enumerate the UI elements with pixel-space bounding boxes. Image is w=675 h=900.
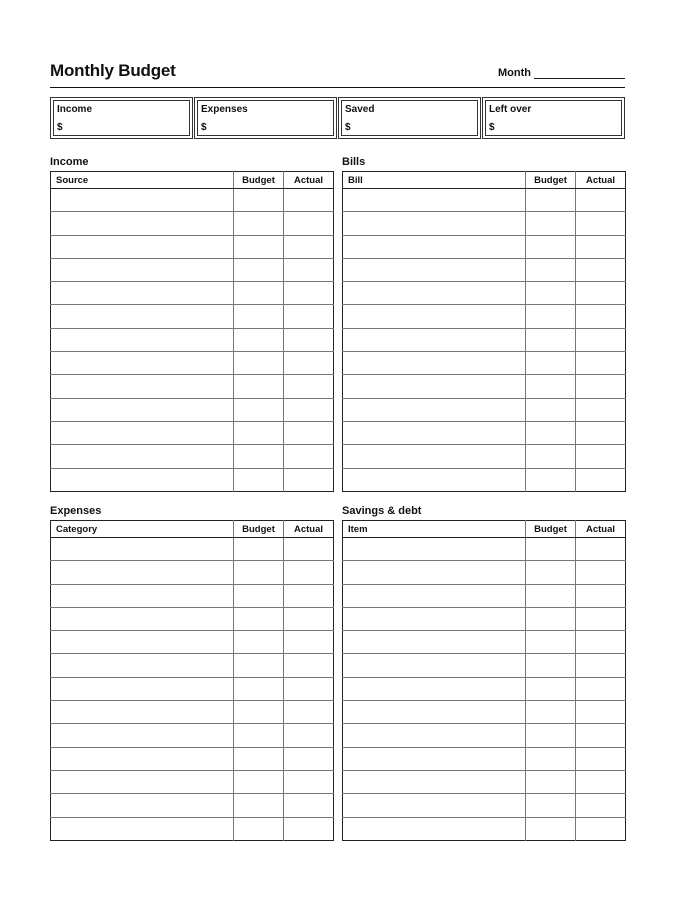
table-cell[interactable] bbox=[284, 328, 334, 351]
table-cell[interactable] bbox=[284, 421, 334, 444]
table-row bbox=[51, 561, 334, 584]
table-row bbox=[343, 421, 626, 444]
table-row bbox=[343, 189, 626, 212]
table-cell[interactable] bbox=[234, 305, 284, 328]
table-row bbox=[51, 724, 334, 747]
table-cell[interactable] bbox=[576, 235, 626, 258]
table-cell[interactable] bbox=[234, 328, 284, 351]
table-cell[interactable] bbox=[51, 561, 234, 584]
table-cell[interactable] bbox=[234, 235, 284, 258]
table-cell[interactable] bbox=[576, 212, 626, 235]
table-cell[interactable] bbox=[51, 212, 234, 235]
table-cell[interactable] bbox=[343, 538, 526, 561]
table-cell[interactable] bbox=[234, 375, 284, 398]
table-cell[interactable] bbox=[526, 375, 576, 398]
table-cell[interactable] bbox=[284, 747, 334, 770]
column-header: Budget bbox=[234, 172, 284, 189]
table-cell[interactable] bbox=[526, 398, 576, 421]
table-cell[interactable] bbox=[526, 701, 576, 724]
column-header: Actual bbox=[284, 521, 334, 538]
table-cell[interactable] bbox=[51, 677, 234, 700]
table-cell[interactable] bbox=[343, 607, 526, 630]
table-cell[interactable] bbox=[284, 631, 334, 654]
table-cell[interactable] bbox=[343, 654, 526, 677]
table-cell[interactable] bbox=[343, 235, 526, 258]
table-row bbox=[51, 189, 334, 212]
table-cell[interactable] bbox=[284, 282, 334, 305]
table-row bbox=[51, 794, 334, 817]
table-cell[interactable] bbox=[526, 305, 576, 328]
table-cell[interactable] bbox=[284, 770, 334, 793]
table-row bbox=[51, 282, 334, 305]
table-cell[interactable] bbox=[526, 468, 576, 491]
table-cell[interactable] bbox=[576, 817, 626, 840]
table-row bbox=[343, 328, 626, 351]
table-cell[interactable] bbox=[51, 770, 234, 793]
table-cell[interactable] bbox=[284, 724, 334, 747]
table-cell[interactable] bbox=[576, 561, 626, 584]
table-cell[interactable] bbox=[51, 305, 234, 328]
table-row bbox=[343, 352, 626, 375]
page-title: Monthly Budget bbox=[50, 61, 176, 80]
summary-label: Income bbox=[57, 104, 93, 115]
table-cell[interactable] bbox=[234, 445, 284, 468]
table-cell[interactable] bbox=[576, 398, 626, 421]
table-cell[interactable] bbox=[576, 421, 626, 444]
table-cell[interactable] bbox=[51, 328, 234, 351]
table-cell[interactable] bbox=[576, 352, 626, 375]
table-row bbox=[51, 235, 334, 258]
table-row bbox=[51, 352, 334, 375]
table-cell[interactable] bbox=[343, 561, 526, 584]
table-cell[interactable] bbox=[526, 445, 576, 468]
table-cell[interactable] bbox=[234, 189, 284, 212]
table-cell[interactable] bbox=[284, 794, 334, 817]
table-row bbox=[51, 677, 334, 700]
table-cell[interactable] bbox=[51, 235, 234, 258]
table-cell[interactable] bbox=[284, 398, 334, 421]
table-cell[interactable] bbox=[284, 375, 334, 398]
table-cell[interactable] bbox=[51, 701, 234, 724]
table-cell[interactable] bbox=[343, 817, 526, 840]
table-cell[interactable] bbox=[284, 817, 334, 840]
table-cell[interactable] bbox=[234, 654, 284, 677]
summary-box-income[interactable] bbox=[50, 97, 193, 139]
table-cell[interactable] bbox=[576, 468, 626, 491]
table-row bbox=[51, 747, 334, 770]
table-row bbox=[343, 398, 626, 421]
table-row bbox=[51, 328, 334, 351]
column-header: Budget bbox=[234, 521, 284, 538]
table-row bbox=[343, 538, 626, 561]
table-cell[interactable] bbox=[234, 561, 284, 584]
table-cell[interactable] bbox=[51, 538, 234, 561]
table-cell[interactable] bbox=[576, 282, 626, 305]
table-row bbox=[343, 235, 626, 258]
table-row bbox=[343, 375, 626, 398]
table-cell[interactable] bbox=[234, 398, 284, 421]
table-cell[interactable] bbox=[51, 584, 234, 607]
table-cell[interactable] bbox=[343, 445, 526, 468]
table-cell[interactable] bbox=[51, 607, 234, 630]
table-cell[interactable] bbox=[234, 677, 284, 700]
table-cell[interactable] bbox=[526, 677, 576, 700]
table-row bbox=[51, 584, 334, 607]
table-cell[interactable] bbox=[234, 538, 284, 561]
summary-currency: $ bbox=[57, 122, 63, 133]
table-cell[interactable] bbox=[234, 794, 284, 817]
table-row bbox=[51, 375, 334, 398]
table-cell[interactable] bbox=[234, 817, 284, 840]
table-cell[interactable] bbox=[51, 282, 234, 305]
table-row bbox=[343, 747, 626, 770]
expenses-table bbox=[50, 520, 334, 841]
savings-table bbox=[342, 520, 626, 841]
table-cell[interactable] bbox=[526, 212, 576, 235]
table-cell[interactable] bbox=[576, 538, 626, 561]
header-divider bbox=[50, 87, 625, 88]
table-cell[interactable] bbox=[284, 607, 334, 630]
table-row bbox=[343, 817, 626, 840]
table-cell[interactable] bbox=[284, 584, 334, 607]
table-cell[interactable] bbox=[284, 468, 334, 491]
column-header: Actual bbox=[576, 521, 626, 538]
table-row bbox=[51, 421, 334, 444]
table-cell[interactable] bbox=[343, 258, 526, 281]
table-cell[interactable] bbox=[526, 561, 576, 584]
table-cell[interactable] bbox=[234, 468, 284, 491]
table-cell[interactable] bbox=[284, 352, 334, 375]
table-cell[interactable] bbox=[343, 352, 526, 375]
table-row bbox=[51, 817, 334, 840]
table-cell[interactable] bbox=[343, 282, 526, 305]
table-cell[interactable] bbox=[51, 398, 234, 421]
table-row bbox=[51, 468, 334, 491]
table-cell[interactable] bbox=[51, 421, 234, 444]
table-cell[interactable] bbox=[526, 654, 576, 677]
table-cell[interactable] bbox=[576, 607, 626, 630]
table-row bbox=[343, 212, 626, 235]
table-row bbox=[51, 607, 334, 630]
table-header-row bbox=[51, 172, 334, 189]
table-cell[interactable] bbox=[526, 607, 576, 630]
table-cell[interactable] bbox=[343, 724, 526, 747]
table-row bbox=[343, 305, 626, 328]
table-row bbox=[51, 258, 334, 281]
table-cell[interactable] bbox=[234, 724, 284, 747]
table-cell[interactable] bbox=[234, 701, 284, 724]
table-row bbox=[51, 445, 334, 468]
table-cell[interactable] bbox=[51, 258, 234, 281]
table-row bbox=[51, 538, 334, 561]
table-cell[interactable] bbox=[526, 538, 576, 561]
table-cell[interactable] bbox=[51, 631, 234, 654]
table-cell[interactable] bbox=[343, 677, 526, 700]
table-cell[interactable] bbox=[234, 607, 284, 630]
table-row bbox=[51, 701, 334, 724]
section-title-income: Income bbox=[50, 156, 89, 168]
table-cell[interactable] bbox=[284, 701, 334, 724]
table-cell[interactable] bbox=[51, 445, 234, 468]
table-header-row bbox=[343, 172, 626, 189]
table-cell[interactable] bbox=[576, 375, 626, 398]
table-cell[interactable] bbox=[51, 375, 234, 398]
table-cell[interactable] bbox=[526, 631, 576, 654]
table-cell[interactable] bbox=[526, 258, 576, 281]
table-cell[interactable] bbox=[576, 445, 626, 468]
table-cell[interactable] bbox=[343, 375, 526, 398]
column-header: Actual bbox=[284, 172, 334, 189]
table-row bbox=[343, 607, 626, 630]
table-cell[interactable] bbox=[526, 794, 576, 817]
summary-currency: $ bbox=[345, 122, 351, 133]
table-cell[interactable] bbox=[576, 258, 626, 281]
column-header: Bill bbox=[343, 172, 526, 189]
table-cell[interactable] bbox=[234, 770, 284, 793]
column-header: Actual bbox=[576, 172, 626, 189]
table-row bbox=[51, 654, 334, 677]
table-row bbox=[343, 445, 626, 468]
summary-currency: $ bbox=[201, 122, 207, 133]
table-cell[interactable] bbox=[576, 305, 626, 328]
table-cell[interactable] bbox=[343, 770, 526, 793]
table-cell[interactable] bbox=[284, 212, 334, 235]
table-cell[interactable] bbox=[234, 352, 284, 375]
table-cell[interactable] bbox=[526, 724, 576, 747]
table-cell[interactable] bbox=[51, 794, 234, 817]
column-header: Source bbox=[51, 172, 234, 189]
month-label: Month bbox=[498, 67, 531, 79]
table-cell[interactable] bbox=[343, 468, 526, 491]
table-cell[interactable] bbox=[343, 747, 526, 770]
column-header: Budget bbox=[526, 172, 576, 189]
table-cell[interactable] bbox=[51, 352, 234, 375]
table-cell[interactable] bbox=[284, 235, 334, 258]
column-header: Item bbox=[343, 521, 526, 538]
table-cell[interactable] bbox=[343, 701, 526, 724]
table-row bbox=[343, 654, 626, 677]
table-cell[interactable] bbox=[234, 584, 284, 607]
table-cell[interactable] bbox=[284, 189, 334, 212]
summary-box-left-over[interactable] bbox=[482, 97, 625, 139]
bills-table bbox=[342, 171, 626, 492]
table-cell[interactable] bbox=[51, 724, 234, 747]
table-header-row bbox=[51, 521, 334, 538]
table-row bbox=[343, 631, 626, 654]
table-cell[interactable] bbox=[51, 468, 234, 491]
table-row bbox=[343, 258, 626, 281]
table-row bbox=[51, 631, 334, 654]
table-cell[interactable] bbox=[284, 677, 334, 700]
table-row bbox=[343, 794, 626, 817]
table-cell[interactable] bbox=[284, 258, 334, 281]
table-cell[interactable] bbox=[576, 584, 626, 607]
table-cell[interactable] bbox=[576, 794, 626, 817]
table-cell[interactable] bbox=[576, 677, 626, 700]
table-cell[interactable] bbox=[284, 561, 334, 584]
table-cell[interactable] bbox=[343, 328, 526, 351]
table-cell[interactable] bbox=[343, 794, 526, 817]
table-cell[interactable] bbox=[51, 747, 234, 770]
table-cell[interactable] bbox=[343, 212, 526, 235]
table-cell[interactable] bbox=[343, 189, 526, 212]
table-row bbox=[51, 305, 334, 328]
table-row bbox=[343, 468, 626, 491]
table-cell[interactable] bbox=[284, 445, 334, 468]
table-cell[interactable] bbox=[526, 770, 576, 793]
table-cell[interactable] bbox=[284, 654, 334, 677]
table-cell[interactable] bbox=[526, 282, 576, 305]
table-cell[interactable] bbox=[234, 282, 284, 305]
summary-label: Left over bbox=[489, 104, 532, 115]
table-cell[interactable] bbox=[343, 398, 526, 421]
table-row bbox=[343, 561, 626, 584]
table-cell[interactable] bbox=[526, 328, 576, 351]
summary-currency: $ bbox=[489, 122, 495, 133]
summary-label: Expenses bbox=[201, 104, 248, 115]
summary-box-expenses[interactable] bbox=[194, 97, 337, 139]
table-row bbox=[343, 584, 626, 607]
table-cell[interactable] bbox=[576, 701, 626, 724]
table-cell[interactable] bbox=[234, 258, 284, 281]
table-cell[interactable] bbox=[234, 212, 284, 235]
table-cell[interactable] bbox=[234, 747, 284, 770]
table-cell[interactable] bbox=[526, 817, 576, 840]
table-cell[interactable] bbox=[576, 328, 626, 351]
table-cell[interactable] bbox=[343, 421, 526, 444]
table-cell[interactable] bbox=[51, 189, 234, 212]
section-title-bills: Bills bbox=[342, 156, 366, 168]
section-title-savings: Savings & debt bbox=[342, 505, 422, 517]
table-cell[interactable] bbox=[526, 421, 576, 444]
table-row bbox=[343, 677, 626, 700]
summary-label: Saved bbox=[345, 104, 375, 115]
income-table bbox=[50, 171, 334, 492]
table-cell[interactable] bbox=[526, 189, 576, 212]
table-cell[interactable] bbox=[284, 538, 334, 561]
table-cell[interactable] bbox=[576, 654, 626, 677]
table-row bbox=[51, 770, 334, 793]
table-row bbox=[343, 282, 626, 305]
column-header: Category bbox=[51, 521, 234, 538]
table-cell[interactable] bbox=[576, 631, 626, 654]
month-input-line[interactable] bbox=[534, 78, 625, 79]
table-cell[interactable] bbox=[234, 631, 284, 654]
summary-box-saved[interactable] bbox=[338, 97, 481, 139]
table-cell[interactable] bbox=[576, 724, 626, 747]
table-row bbox=[343, 701, 626, 724]
section-title-expenses: Expenses bbox=[50, 505, 102, 517]
table-row bbox=[343, 724, 626, 747]
column-header: Budget bbox=[526, 521, 576, 538]
table-cell[interactable] bbox=[576, 747, 626, 770]
table-header-row bbox=[343, 521, 626, 538]
table-cell[interactable] bbox=[526, 235, 576, 258]
table-cell[interactable] bbox=[51, 817, 234, 840]
table-cell[interactable] bbox=[343, 305, 526, 328]
table-cell[interactable] bbox=[526, 352, 576, 375]
table-cell[interactable] bbox=[51, 654, 234, 677]
table-cell[interactable] bbox=[576, 189, 626, 212]
table-row bbox=[343, 770, 626, 793]
table-row bbox=[51, 398, 334, 421]
table-cell[interactable] bbox=[526, 584, 576, 607]
table-cell[interactable] bbox=[576, 770, 626, 793]
table-cell[interactable] bbox=[284, 305, 334, 328]
table-cell[interactable] bbox=[343, 631, 526, 654]
table-cell[interactable] bbox=[526, 747, 576, 770]
table-cell[interactable] bbox=[234, 421, 284, 444]
table-cell[interactable] bbox=[343, 584, 526, 607]
table-row bbox=[51, 212, 334, 235]
